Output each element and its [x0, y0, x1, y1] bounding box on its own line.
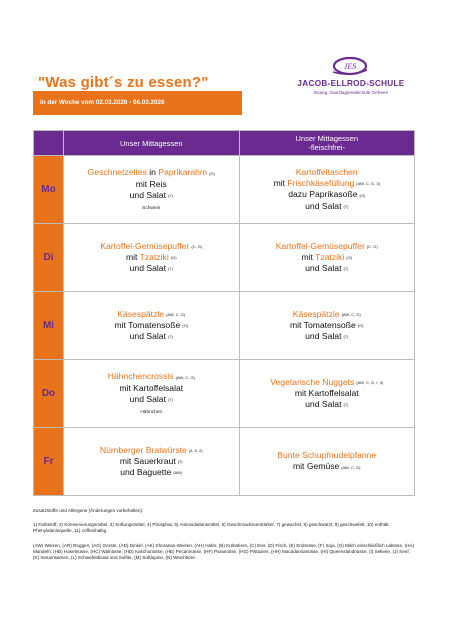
meal-regular: Käsespätzle (AW, C, G) mit Tomatensoße (G) und Salat (7) — [64, 292, 240, 360]
day-label: Di — [34, 224, 64, 292]
meal-regular: Kartoffel-Gemüsepuffer (C, G) mit Tzatziki (G) und Salat (7) — [64, 224, 240, 292]
header-corner — [34, 131, 64, 156]
meal-vegetarian: Kartoffel-Gemüsepuffer (C, G) mit Tzatziki (G) und Salat (7) — [239, 224, 415, 292]
day-label: Mo — [34, 156, 64, 224]
meal-vegetarian: Kartoffeltaschen mit Frischkäsefüllung (AW, C, G, 3) dazu Paprikasoße (G) und Salat (7) — [239, 156, 415, 224]
header-row — [34, 131, 415, 156]
additives-list: 1) Farbstoff, 2) Konservierungsmittel, 3) Süßungsmittel, 4) Phosphat, 5) Antioxidationsmittel, 6) Geschmacksverstärker, 7) gewachst, 8) geschwärzt, 9) geschwefelt, 10) enthält Phenylalaninquelle, 11) coffeinhaltig. — [33, 522, 389, 534]
allergens-list: (AW) Weizen, (AR) Roggen, (AG) Gerste, (AD) Dinkel, (AK) Khorasan-Weizen, (AH) Hafer, (B) Krebstiere, (C) Eier, (D) Fisch, (E) Erdnüsse, (F) Soja, (G) Milch einschließlich Laktose, (HA) Mandeln, (HB) Haselnüsse, (HC) Walnüsse, (HD) Kaschunüsse, (HE) Pecannüsse, (HF) Paranüsse, (HG) Pistazien, (HH) Macadamianüsse, (HI) Queenslandnüsse, (I) Sellerie, (J) Senf, (K) Sesamsamen, (L) Schwefeldioxid und Sulfite, (M) Süßlupine, (N) Weichtiere. — [33, 542, 415, 561]
meal-vegetarian: Käsespätzle (AW, C, G) mit Tomatensoße (G) und Salat (7) — [239, 292, 415, 360]
meal-regular: Hähnchencrossis (AW, C, G) mit Kartoffelsalat und Salat (7) Hähnchen — [64, 360, 240, 428]
jes-logo-icon — [330, 55, 370, 77]
school-subtitle: Evang. Ganztagsrealschule Gefrees — [314, 90, 388, 95]
header-col-regular: Unser Mittagessen — [64, 131, 240, 156]
table-row — [34, 292, 415, 360]
meal-vegetarian: Bunte Schupfnudelpfanne mit Gemüse (AW, C, G) — [239, 428, 415, 496]
meal-regular: Geschnetzeltes in Paprikarahm (G) mit Reis und Salat (7) Schwein — [64, 156, 240, 224]
table-row — [34, 224, 415, 292]
school-name: JACOB-ELLROD-SCHULE — [297, 79, 405, 88]
meal-vegetarian: Vegetarische Nuggets (AW, C, G, I, 3) mit Kartoffelsalat und Salat (7) — [239, 360, 415, 428]
header-col-vegetarian: Unser Mittagessen -fleischfrei- — [239, 131, 415, 156]
day-label: Fr — [34, 428, 64, 496]
table-row — [34, 360, 415, 428]
meal-regular: Nürnberger Bratwürste (4, 5, 2) mit Sauerkraut (2) und Baguette (AW) — [64, 428, 240, 496]
menu-table — [33, 130, 415, 496]
table-row — [34, 156, 415, 224]
page-title: "Was gibt´s zu essen?" — [38, 74, 209, 91]
notes-heading: Zusatzstoffe und Allergene (Änderungen vorbehalten): — [33, 508, 144, 513]
day-label: Do — [34, 360, 64, 428]
week-range-banner: in der Woche vom 02.03.2026 - 06.03.2026 — [33, 91, 242, 115]
table-row — [34, 428, 415, 496]
day-label: Mi — [34, 292, 64, 360]
school-logo — [286, 55, 416, 100]
allergen-notes — [33, 508, 417, 569]
svg-text:JES: JES — [343, 62, 357, 71]
